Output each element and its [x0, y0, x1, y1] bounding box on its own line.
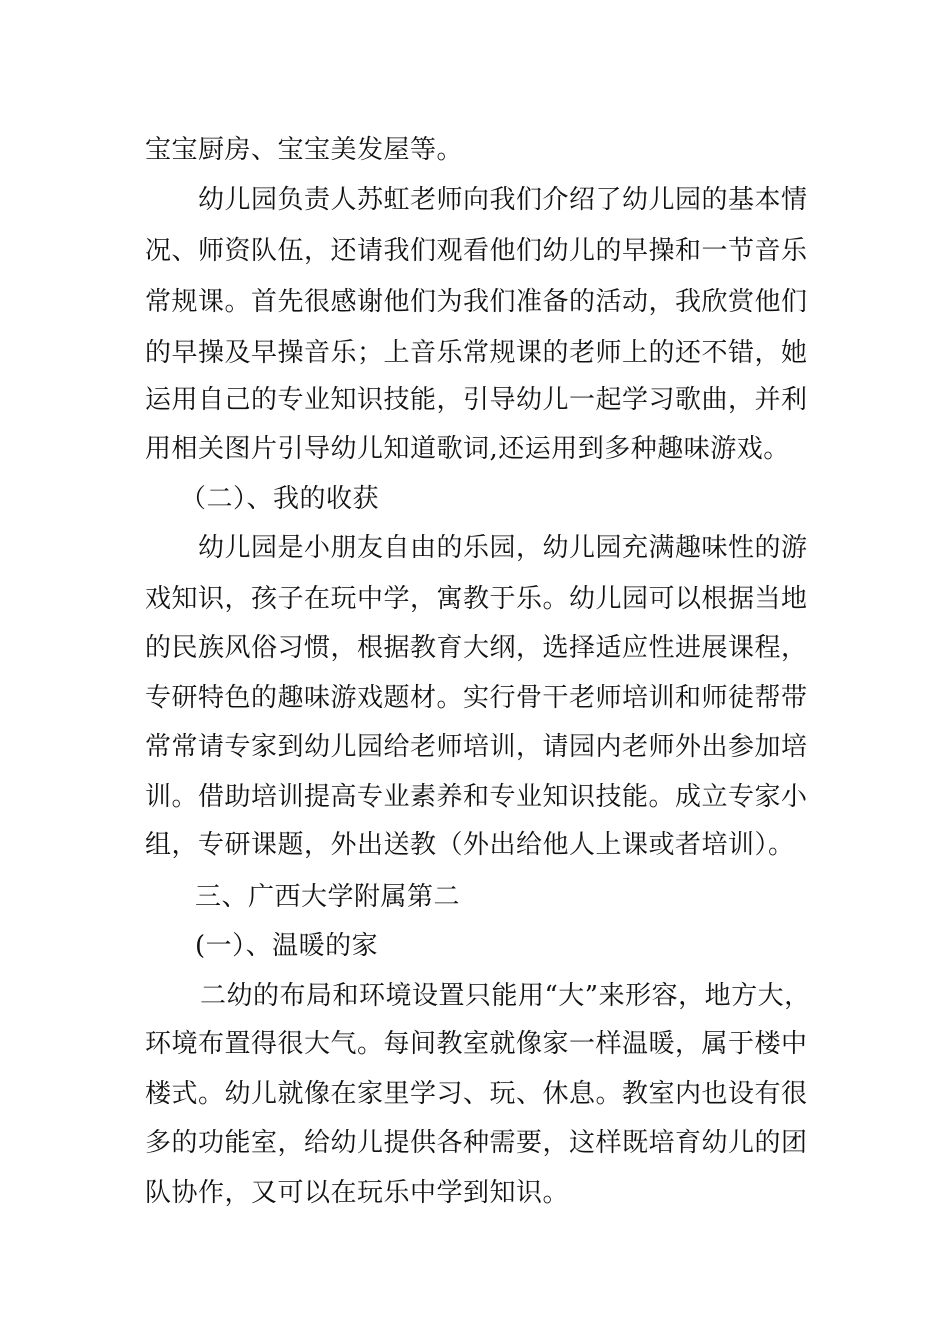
text-line: 戏知识，孩子在玩中学，寓教于乐。幼儿园可以根据当地	[145, 584, 808, 614]
text-line: 常规课。首先很感谢他们为我们准备的活动，我欣赏他们	[145, 287, 808, 317]
text-line: 常常请专家到幼儿园给老师培训，请园内老师外出参加培	[145, 732, 808, 762]
subsection-heading: (一）、温暖的家	[195, 931, 379, 961]
text-line: 组，专研课题，外出送教（外出给他人上课或者培训）。	[145, 830, 795, 860]
paragraph-line: 幼儿园负责人苏虹老师向我们介绍了幼儿园的基本情	[198, 185, 808, 215]
text-line: 多的功能室，给幼儿提供各种需要，这样既培育幼儿的团	[145, 1128, 808, 1158]
text-line: 专研特色的趣味游戏题材。实行骨干老师培训和师徒帮带	[145, 683, 808, 713]
text-line: 用相关图片引导幼儿知道歌词,还运用到多种趣味游戏。	[145, 434, 790, 464]
text-line: 的早操及早操音乐；上音乐常规课的老师上的还不错，她	[145, 338, 808, 368]
text-line: 宝宝厨房、宝宝美发屋等。	[145, 135, 464, 165]
section-heading: 三、广西大学附属第二	[195, 882, 461, 912]
text-line: 环境布置得很大气。每间教室就像家一样温暖，属于楼中	[145, 1029, 808, 1059]
text-line: 训。借助培训提高专业素养和专业知识技能。成立专家小	[145, 782, 808, 812]
text-line: 况、师资队伍，还请我们观看他们幼儿的早操和一节音乐	[145, 236, 808, 266]
paragraph-line: 幼儿园是小朋友自由的乐园，幼儿园充满趣味性的游	[198, 533, 808, 563]
text-line: 运用自己的专业知识技能，引导幼儿一起学习歌曲，并利	[145, 385, 808, 415]
text-line: 楼式。幼儿就像在家里学习、玩、休息。教室内也设有很	[145, 1079, 808, 1109]
paragraph-line: 二幼的布局和环境设置只能用“大”来形容，地方大，	[200, 981, 811, 1011]
text-line: 队协作，又可以在玩乐中学到知识。	[145, 1178, 570, 1208]
section-heading: （二）、我的收获	[180, 484, 380, 514]
text-line: 的民族风俗习惯，根据教育大纲，选择适应性进展课程，	[145, 633, 808, 663]
